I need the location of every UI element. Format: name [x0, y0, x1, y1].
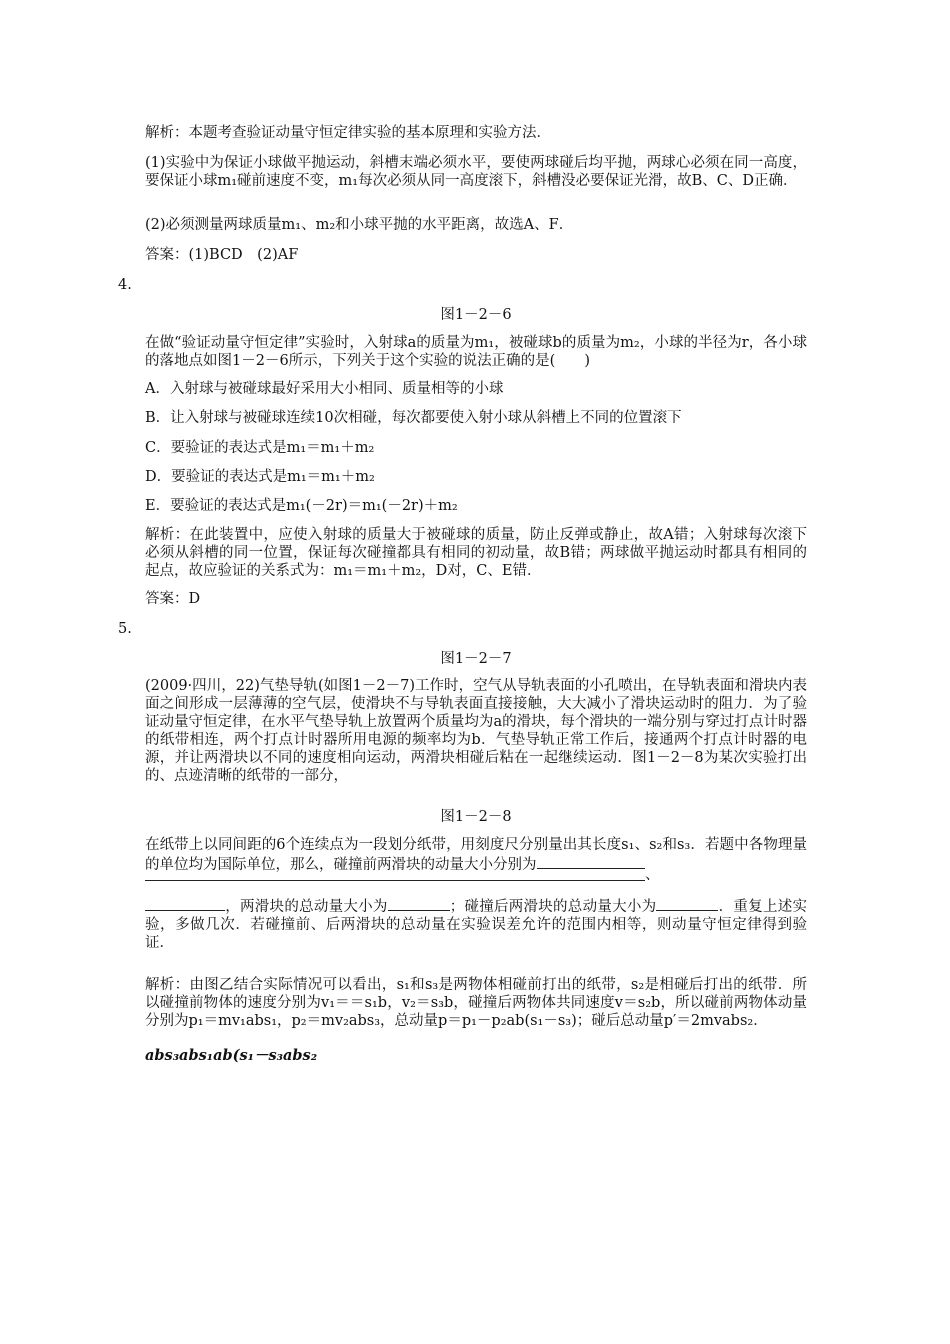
q5-figure-caption-1: 图1－2－7: [440, 651, 512, 667]
q5-stem: (2009·四川，22)气垫导轨(如图1－2－7)工作时，空气从导轨表面的小孔喷出，在导轨表面和滑块内表面之间形成一层薄薄的空气层，使滑块不与导轨表面直接接触，大大减小了滑块运动时的阻力．为了验证动量守恒定律，在水平气垫导轨上放置两个质量均为a的滑块，每个滑块的一端分别与穿过打点计时器的纸带相连，两个打点计时器所用电源的频率均为b．气垫导轨正常工作后，接通两个打点计时器的电源，并让两滑块以不同的速度相向运动，两滑块相碰后粘在一起继续运动．图1－2－8为某次实验打出的、点迹清晰的纸带的一部分，: [145, 678, 807, 784]
q5-number: 5.: [118, 621, 132, 637]
q5-question-line1: [145, 836, 807, 874]
q5-question-part2: ，两滑块的总动量大小为: [225, 899, 388, 915]
q5-question-text: 在纸带上以同间距的6个连续点为一段划分纸带，用刻度尺分别量出其长度s₁、s₂和s₃．若题中各物理量的单位均为国际单位，那么，碰撞前两滑块的动量大小分别为: [145, 837, 807, 873]
answer-blank-2[interactable]: [145, 880, 645, 881]
q4-option-a: A．入射球与被碰球最好采用大小相同、质量相等的小球: [145, 381, 504, 397]
q3-analysis-intro: 解析：本题考查验证动量守恒定律实验的基本原理和实验方法．: [145, 125, 551, 141]
q4-analysis: 解析：在此装置中，应使入射球的质量大于被碰球的质量，防止反弹或静止，故A错；入射球每次滚下必须从斜槽的同一位置，保证每次碰撞都具有相同的初动量，故B错；两球做平抛运动时都具有相同的起点，故应验证的关系式为：m₁＝m₁＋m₂，D对，C、E错．: [145, 527, 807, 579]
answer-blank-4[interactable]: [388, 896, 450, 911]
blank-separator: 、: [645, 867, 660, 883]
q4-stem: 在做“验证动量守恒定律”实验时，入射球a的质量为m₁，被碰球b的质量为m₂，小球的半径为r，各小球的落地点如图1－2－6所示，下列关于这个实验的说法正确的是( ): [145, 335, 807, 369]
q5-question-line2: [145, 896, 807, 952]
q5-figure-caption-2: 图1－2－8: [440, 809, 512, 825]
q4-option-b: B．让入射球与被碰球连续10次相碰，每次都要使入射小球从斜槽上不同的位置滚下: [145, 410, 682, 426]
q5-question-part3: ；碰撞后两滑块的总动量大小为: [449, 899, 657, 915]
q3-analysis-point2: (2)必须测量两球质量m₁、m₂和小球平抛的水平距离，故选A、F．: [145, 217, 574, 233]
answer-blank-5[interactable]: [656, 896, 718, 911]
q5-question-part4: ．重复上述实验，多做几次．若碰撞前、后两滑块的总动量在实验误差允许的范围内相等，则动量守恒定律得到验证．: [145, 899, 807, 951]
q5-analysis: 解析：由图乙结合实际情况可以看出，s₁和s₃是两物体相碰前打出的纸带，s₂是相碰后打出的纸带．所以碰撞前物体的速度分别为v₁＝＝s₁b，v₂＝s₃b，碰撞后两物体共同速度v＝s₂b，所以碰前两物体动量分别为p₁＝mv₁abs₁，p₂＝mv₂abs₃，总动量p＝p₁－p₂ab(s₁－s₃)；碰后总动量p′＝2mvabs₂．: [145, 977, 807, 1029]
answer-blank-3[interactable]: [145, 896, 225, 911]
q5-answer-line: abs₃abs₁ab(s₁－s₃abs₂: [145, 1047, 318, 1064]
answer-blank-1[interactable]: [537, 854, 645, 869]
q3-analysis-point1: (1)实验中为保证小球做平抛运动，斜槽末端必须水平，要使两球碰后均平抛，两球心必须在同一高度，要保证小球m₁碰前速度不变，m₁每次必须从同一高度滚下，斜槽没必要保证光滑，故B、C、D正确．: [145, 155, 807, 189]
q4-answer: 答案：D: [145, 591, 201, 607]
q4-option-c: C．要验证的表达式是m₁＝m₁＋m₂: [145, 440, 375, 456]
q4-figure-caption: 图1－2－6: [440, 307, 512, 323]
q4-option-d: D．要验证的表达式是m₁＝m₁＋m₂: [145, 469, 375, 485]
q4-number: 4.: [118, 277, 132, 293]
q4-option-e: E．要验证的表达式是m₁(－2r)＝m₁(－2r)＋m₂: [145, 498, 458, 514]
q3-answer: 答案：(1)BCD (2)AF: [145, 247, 299, 263]
